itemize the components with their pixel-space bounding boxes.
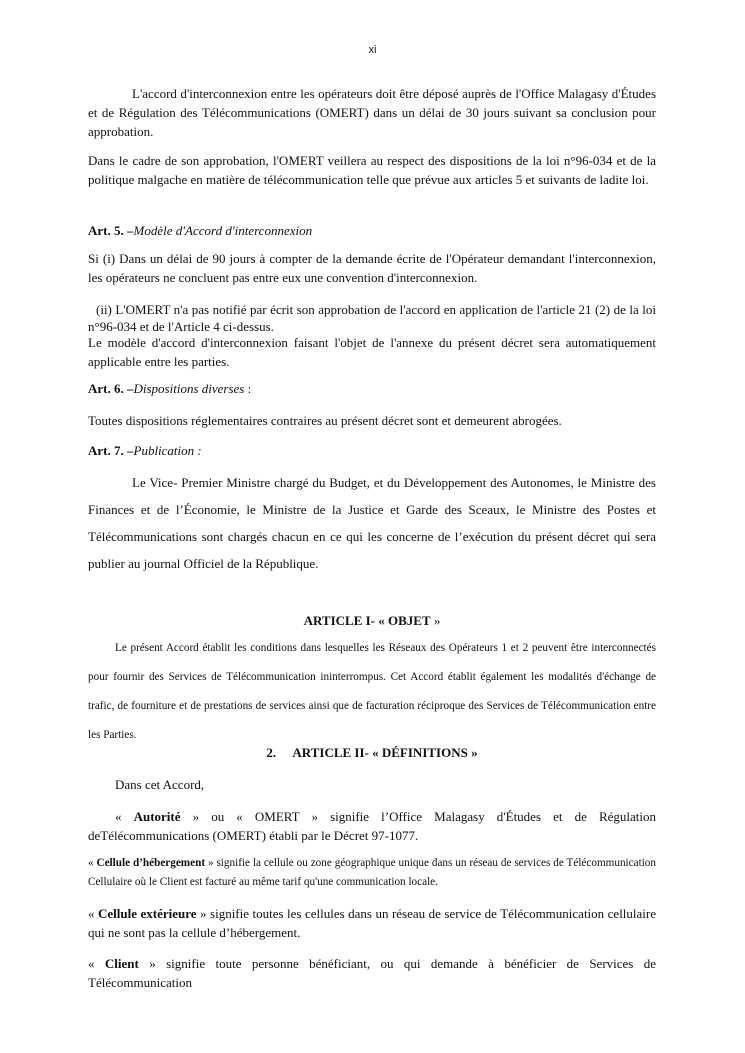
- def3-term: Cellule extérieure: [98, 906, 197, 921]
- definition-autorite: [88, 807, 656, 845]
- def4-open: «: [88, 956, 105, 971]
- article1-heading: [88, 611, 656, 630]
- page-number: xi: [368, 44, 377, 56]
- art5-heading: [88, 221, 656, 240]
- art5-title: Modèle d'Accord d'interconnexion: [133, 223, 313, 238]
- art6-suffix: :: [244, 381, 252, 396]
- paragraph-art5-i: Si (i) Dans un délai de 90 jours à compter de la demande écrite de l'Opérateur demandant l'interconnexion, les opérateurs ne concluent pas entre eux une convention d'interconnexion.: [88, 251, 656, 285]
- art6-title: Dispositions diverses: [133, 381, 245, 396]
- def4-text: » signifie toute personne bénéficiant, ou qui demande à bénéficier de Services de Télécommunication: [88, 956, 657, 990]
- art7-label: Art. 7. –: [88, 443, 134, 458]
- paragraph-model-accord: Le modèle d'accord d'interconnexion faisant l'objet de l'annexe du présent décret sera automatiquement applicable entre les parties.: [88, 335, 656, 369]
- paragraph-accord-deposit: L'accord d'interconnexion entre les opérateurs doit être déposé auprès de l'Office Malagasy d'Études et de Régulation des Télécommunications (OMERT) dans un délai de 30 jours suivant sa conclusion pour approbation.: [88, 86, 656, 139]
- paragraph-art5-ii: (ii) L'OMERT n'a pas notifié par écrit son approbation de l'accord en application de l'article 21 (2) de la loi n°96-034 et de l'Article 4 ci-dessus.: [88, 302, 656, 334]
- article2-heading: [88, 743, 656, 762]
- definition-client: [88, 954, 656, 992]
- def1-text: » ou « OMERT » signifie l’Office Malagasy d'Études et de Régulation deTélécommunications (OMERT) établi par le Décret 97-1077.: [88, 809, 656, 843]
- def3-text: » signifie toutes les cellules dans un réseau de service de Télécommunication cellulaire qui ne sont pas la cellule d’hébergement.: [88, 906, 657, 940]
- article2-title: ARTICLE II- « DÉFINITIONS »: [292, 745, 478, 760]
- art6-label: Art. 6. –: [88, 381, 134, 396]
- paragraph-objet: Le présent Accord établit les conditions dans lesquelles les Réseaux des Opérateurs 1 et 2 peuvent être interconnectés pour fournir des Services de Télécommunication ininterrompus. Cet Accord établit également les modalités d'échange de trafic, de fourniture et de prestations de services ainsi que de facturation réciproque des Services de Télécommunication entre les Parties.: [88, 642, 656, 741]
- article2-number: 2.: [266, 745, 277, 760]
- paragraph-approval: Dans le cadre de son approbation, l'OMERT veillera au respect des dispositions de la loi n°96-034 et de la politique malgache en matière de télécommunication telle que prévue aux articles 5 et suivants de ladite loi.: [88, 153, 656, 187]
- def4-term: Client: [104, 956, 139, 971]
- def1-open: «: [115, 809, 134, 824]
- paragraph-dans-cet-accord: Dans cet Accord,: [115, 777, 205, 792]
- paragraph-publication: Le Vice- Premier Ministre chargé du Budget, et du Développement des Autonomes, le Ministre des Finances et de l’Économie, le Ministre de la Justice et Garde des Sceaux, le Ministre des Postes et Télécommunications sont chargés chacun en ce qui les concerne de l’exécution du présent décret qui sera publier au journal Officiel de la République.: [88, 475, 656, 571]
- art5-label: Art. 5. –: [88, 223, 134, 238]
- definition-cellule-exterieure: [88, 904, 656, 942]
- art7-title: Publication :: [133, 443, 202, 458]
- def3-open: «: [88, 906, 98, 921]
- article1-suffix: »: [430, 613, 441, 628]
- art6-heading: [88, 379, 656, 398]
- paragraph-abrogation: Toutes dispositions réglementaires contraires au présent décret sont et demeurent abrogées.: [88, 413, 562, 428]
- article1-title: ARTICLE I- « OBJET: [303, 613, 431, 628]
- def2-text: » signifie la cellule ou zone géographique unique dans un réseau de services de Télécommunication Cellulaire où le Client est facturé au même tarif qu'une communication locale.: [88, 857, 656, 888]
- def2-term: Cellule d’hébergement: [96, 857, 206, 869]
- definition-cellule-hebergement: [88, 854, 656, 892]
- def1-term: Autorité: [133, 809, 181, 824]
- def2-open: «: [88, 857, 97, 869]
- art7-heading: [88, 441, 656, 460]
